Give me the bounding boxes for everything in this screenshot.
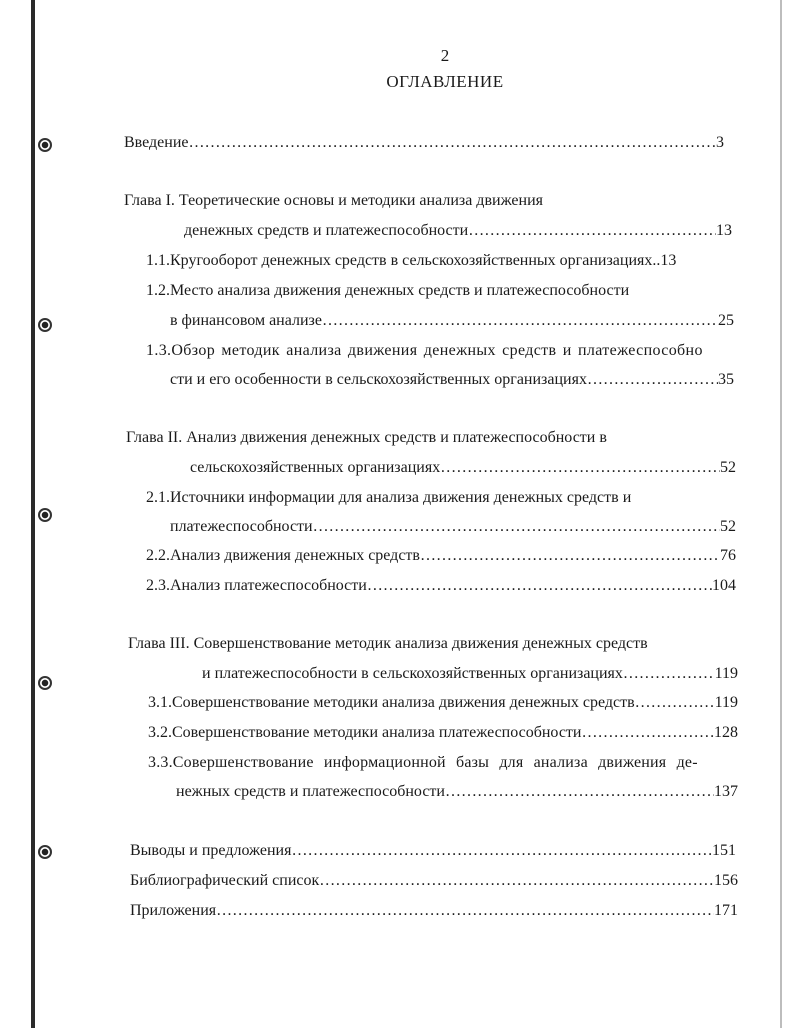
toc-entry-page: 13 bbox=[716, 222, 732, 239]
toc-chapter-3-title[interactable]: Глава III. Совершенствование методик анализа движения денежных средств bbox=[128, 635, 648, 652]
toc-entry-page: 156 bbox=[714, 872, 738, 889]
toc-entry-label: 1.1.Кругооборот денежных средств в сельскохозяйственных организациях.. bbox=[146, 252, 661, 269]
leader-dots bbox=[313, 517, 720, 537]
toc-section-2-3[interactable] bbox=[146, 576, 736, 596]
toc-entry-page: 13 bbox=[660, 252, 677, 269]
toc-entry-page: 52 bbox=[720, 518, 736, 535]
toc-section-1-3-title[interactable]: 1.3.Обзор методик анализа движения денежных средств и платежеспособно bbox=[146, 342, 703, 359]
leader-dots bbox=[322, 311, 718, 331]
toc-chapter-1[interactable] bbox=[184, 221, 732, 241]
punch-hole-icon bbox=[38, 508, 52, 522]
leader-dots bbox=[189, 133, 717, 153]
toc-entry-page: 76 bbox=[720, 547, 736, 564]
leader-dots bbox=[216, 901, 714, 921]
toc-section-2-2[interactable] bbox=[146, 546, 736, 566]
toc-entry-page: 52 bbox=[720, 459, 736, 476]
punch-hole-icon bbox=[38, 845, 52, 859]
leader-dots bbox=[587, 370, 718, 390]
punch-hole-icon bbox=[38, 138, 52, 152]
toc-entry-intro[interactable] bbox=[124, 133, 724, 153]
toc-entry-page: 171 bbox=[714, 902, 738, 919]
leader-dots bbox=[468, 221, 716, 241]
toc-section-1-1[interactable] bbox=[146, 251, 734, 271]
toc-entry-label: 3.2.Совершенствование методики анализа платежеспособности bbox=[148, 724, 582, 741]
leader-dots bbox=[581, 723, 714, 743]
toc-entry-page: 137 bbox=[714, 783, 738, 800]
toc-chapter-1-title[interactable]: Глава I. Теоретические основы и методики анализа движения bbox=[124, 192, 543, 209]
toc-entry-appendices[interactable] bbox=[130, 901, 738, 921]
toc-entry-page: 25 bbox=[718, 312, 734, 329]
leader-dots bbox=[635, 693, 715, 713]
leader-dots bbox=[445, 782, 714, 802]
toc-section-1-2-title[interactable]: 1.2.Место анализа движения денежных средств и платежеспособности bbox=[146, 282, 630, 299]
toc-section-3-1[interactable] bbox=[148, 693, 738, 713]
toc-section-2-1[interactable] bbox=[170, 517, 736, 537]
page-number: 2 bbox=[440, 46, 450, 65]
toc-entry-page: 151 bbox=[712, 842, 736, 859]
punch-hole-icon bbox=[38, 318, 52, 332]
toc-section-2-1-title[interactable]: 2.1.Источники информации для анализа движения денежных средств и bbox=[146, 489, 632, 506]
toc-entry-page: 35 bbox=[718, 371, 734, 388]
toc-section-3-3[interactable] bbox=[176, 782, 738, 802]
leader-dots bbox=[291, 841, 712, 861]
toc-section-1-3[interactable] bbox=[170, 370, 734, 390]
toc-entry-label: Библиографический список bbox=[130, 872, 320, 889]
leader-dots bbox=[440, 458, 720, 478]
leader-dots bbox=[367, 576, 712, 596]
toc-entry-page: 119 bbox=[714, 694, 738, 711]
toc-entry-label: нежных средств и платежеспособности bbox=[176, 783, 445, 800]
toc-entry-page: 3 bbox=[716, 134, 724, 151]
page-edge-left bbox=[31, 0, 35, 1028]
toc-entry-label: сти и его особенности в сельскохозяйственных организациях bbox=[170, 371, 587, 388]
toc-entry-label: и платежеспособности в сельскохозяйственных организациях bbox=[202, 665, 623, 682]
punch-hole-icon bbox=[38, 676, 52, 690]
toc-entry-label: Приложения bbox=[130, 902, 217, 919]
toc-entry-label: сельскохозяйственных организациях bbox=[190, 459, 441, 476]
leader-dots bbox=[319, 871, 714, 891]
leader-dots bbox=[623, 664, 715, 684]
page-edge-right bbox=[780, 0, 782, 1028]
leader-dots bbox=[420, 546, 720, 566]
toc-entry-label: 3.1.Совершенствование методики анализа движения денежных средств bbox=[148, 694, 635, 711]
toc-entry-label: Выводы и предложения bbox=[130, 842, 292, 859]
toc-chapter-3[interactable] bbox=[202, 664, 738, 684]
toc-entry-label: 2.3.Анализ платежеспособности bbox=[146, 577, 367, 594]
page-title: ОГЛАВЛЕНИЕ bbox=[386, 72, 504, 91]
toc-chapter-2[interactable] bbox=[190, 458, 736, 478]
toc-entry-bibliography[interactable] bbox=[130, 871, 738, 891]
toc-section-1-2[interactable] bbox=[170, 311, 734, 331]
toc-section-3-3-title[interactable]: 3.3.Совершенствование информационной базы для анализа движения де- bbox=[148, 754, 698, 771]
toc-entry-label: денежных средств и платежеспособности bbox=[184, 222, 469, 239]
toc-entry-conclusions[interactable] bbox=[130, 841, 736, 861]
toc-entry-label: 2.2.Анализ движения денежных средств bbox=[146, 547, 420, 564]
toc-entry-page: 104 bbox=[712, 577, 736, 594]
toc-section-3-2[interactable] bbox=[148, 723, 738, 743]
toc-entry-page: 119 bbox=[714, 665, 738, 682]
toc-entry-label: в финансовом анализе bbox=[170, 312, 322, 329]
toc-chapter-2-title[interactable]: Глава II. Анализ движения денежных средств и платежеспособности в bbox=[126, 429, 607, 446]
toc-entry-label: платежеспособности bbox=[170, 518, 313, 535]
toc-entry-page: 128 bbox=[714, 724, 738, 741]
toc-entry-label: Введение bbox=[124, 134, 189, 151]
